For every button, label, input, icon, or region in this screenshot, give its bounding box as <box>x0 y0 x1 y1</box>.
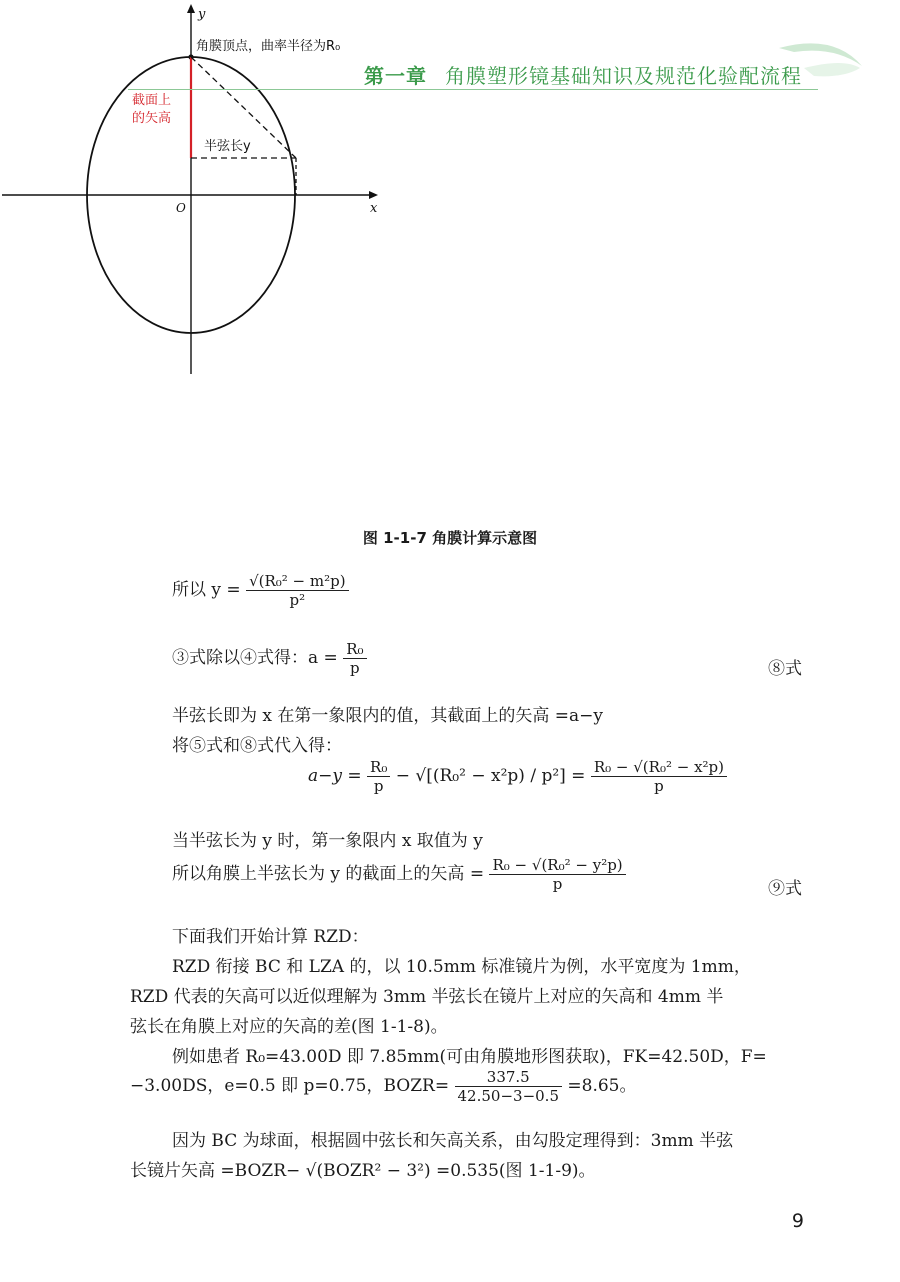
text-line: 因为 BC 为球面，根据圆中弦长和矢高关系，由勾股定理得到：3mm 半弦 <box>172 1131 734 1151</box>
formula-bozr-fraction: $\frac{337.5}{42.50-3-0.5}$ <box>455 1068 562 1105</box>
text-line: 当半弦长为 y 时，第一象限内 x 取值为 y <box>172 831 483 851</box>
chapter-header <box>364 60 802 89</box>
sag-label-line2: 的矢高 <box>132 111 172 126</box>
text-line: 例如患者 R₀=43.00D 即 7.85mm(可由角膜地形图获取)，FK=42.50D，F= <box>172 1047 767 1067</box>
equation-tag-9: ⑨式 <box>768 879 802 899</box>
formula-y: 所以 y = $\frac{\text{√(R₀² − m²p)}}{\text{p²}}$ <box>172 572 349 609</box>
formula-sag-x-fraction-2: $\frac{\text{R₀ − √(R₀² − x²p)}}{p}$ <box>591 758 727 795</box>
text-line: 将⑤式和⑧式代入得： <box>172 736 342 756</box>
chapter-number: 第一章 <box>364 64 427 88</box>
formula-sag-x: a−y = $\frac{\text{R₀}}{p}$ − √[(R₀² − x²p) / p²] = $\frac{\text{R₀ − √(R₀² − x²p)}}{p}$ <box>308 758 727 795</box>
equation-tag-8: ⑧式 <box>768 659 802 679</box>
formula-bozr: −3.00DS，e=0.5 即 p=0.75，BOZR= $\frac{337.5}{42.50-3-0.5}$ =8.65。 <box>130 1068 637 1105</box>
vertex-label: 角膜顶点，曲率半径为R₀ <box>196 39 341 54</box>
chapter-title: 角膜塑形镜基础知识及规范化验配流程 <box>445 64 802 88</box>
text-line: 弦长在角膜上对应的矢高的差(图 1-1-8)。 <box>130 1017 448 1037</box>
formula-y-fraction: $\frac{\text{√(R₀² − m²p)}}{\text{p²}}$ <box>246 572 349 609</box>
formula-sag-y: 所以角膜上半弦长为 y 的截面上的矢高 = $\frac{\text{R₀ − √(R₀² − y²p)}}{p}$ <box>172 856 626 893</box>
cornea-diagram <box>0 0 380 380</box>
origin-label: O <box>176 201 186 215</box>
formula-sag-y-fraction: $\frac{\text{R₀ − √(R₀² − y²p)}}{p}$ <box>489 856 625 893</box>
text-line: 下面我们开始计算 RZD： <box>172 927 369 947</box>
header-rule <box>128 89 818 90</box>
text-line: 半弦长即为 x 在第一象限内的值，其截面上的矢高 =a−y <box>172 706 604 726</box>
header-swoosh-decoration <box>774 38 864 88</box>
figure-caption: 图 1-1-7 角膜计算示意图 <box>362 529 538 547</box>
text-line: RZD 代表的矢高可以近似理解为 3mm 半弦长在镜片上对应的矢高和 4mm 半 <box>130 987 724 1007</box>
text-line: 长镜片矢高 =BOZR− √(BOZR² − 3²) =0.535(图 1-1-9)。 <box>130 1161 596 1181</box>
formula-a-fraction: $\frac{\text{R₀}}{p}$ <box>343 640 366 677</box>
x-axis-arrow <box>369 191 378 199</box>
x-axis-label: x <box>370 201 378 216</box>
sag-label-line1: 截面上 <box>132 93 172 108</box>
formula-sag-x-fraction-1: $\frac{\text{R₀}}{p}$ <box>367 758 390 795</box>
text-line: RZD 衔接 BC 和 LZA 的，以 10.5mm 标准镜片为例，水平宽度为 1mm， <box>172 957 751 977</box>
y-axis-arrow <box>187 4 195 13</box>
y-axis-label: y <box>198 7 206 22</box>
chord-label: 半弦长y <box>204 139 251 154</box>
page-number: 9 <box>791 1210 804 1232</box>
formula-a: ③式除以④式得：a = $\frac{\text{R₀}}{p}$ <box>172 640 367 677</box>
